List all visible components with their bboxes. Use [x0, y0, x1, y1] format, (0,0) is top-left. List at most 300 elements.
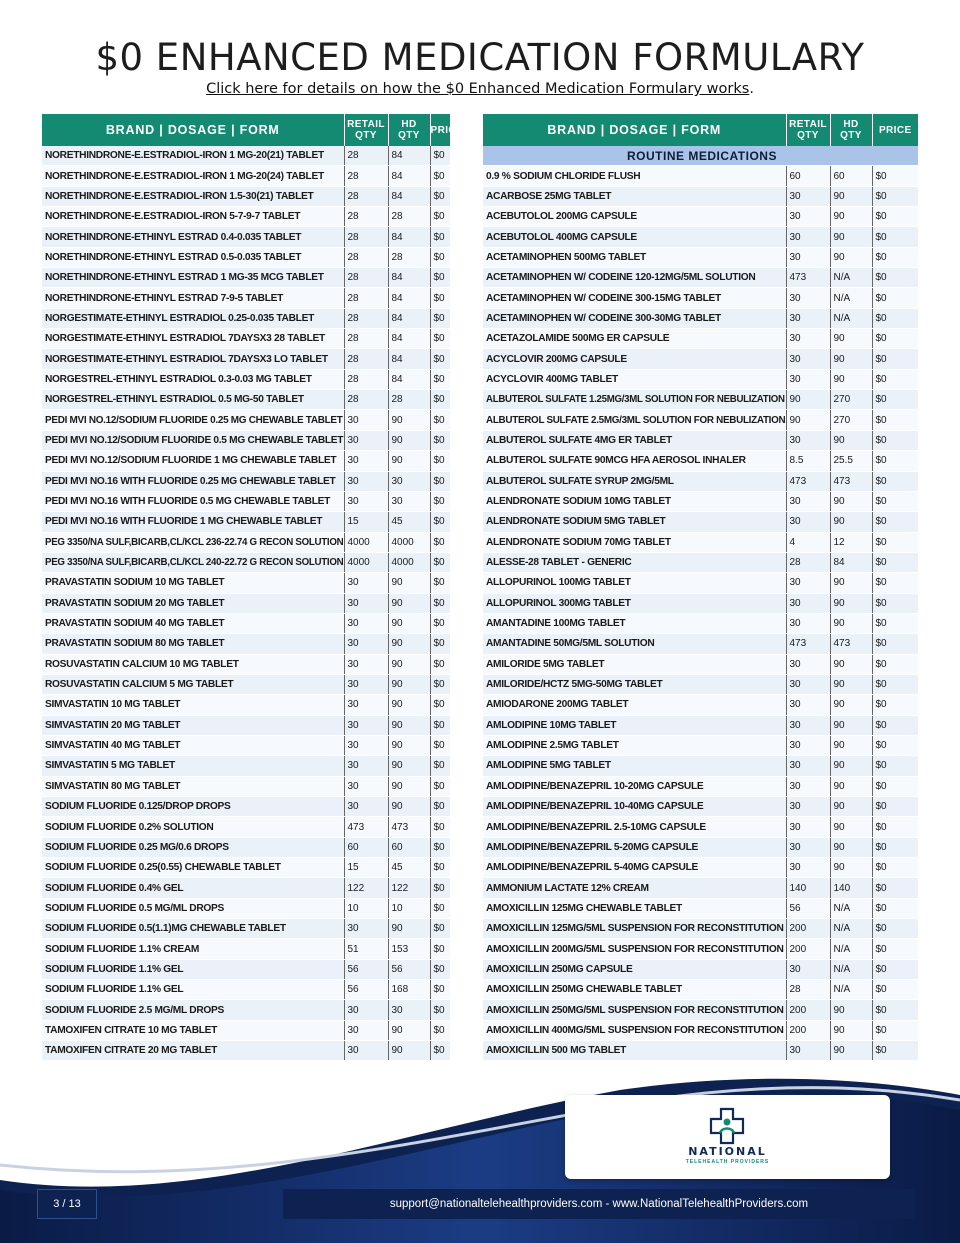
page-number: 3 / 13 [37, 1189, 97, 1219]
price: $0 [872, 552, 918, 572]
retail-qty: 122 [344, 878, 388, 898]
price: $0 [872, 349, 918, 369]
retail-qty: 51 [344, 939, 388, 959]
medication-name: ACETAMINOPHEN 500MG TABLET [483, 247, 786, 267]
hd-qty: 30 [388, 471, 430, 491]
hd-qty: 270 [830, 410, 872, 430]
retail-qty: 30 [344, 634, 388, 654]
price: $0 [430, 919, 450, 939]
medication-name: ALLOPURINOL 300MG TABLET [483, 593, 786, 613]
medication-name: NORGESTIMATE-ETHINYL ESTRADIOL 0.25-0.035 TABLET [42, 308, 344, 328]
table-row [42, 776, 450, 796]
medication-name: ALBUTEROL SULFATE 90MCG HFA AEROSOL INHALER [483, 451, 786, 471]
medication-name: AMOXICILLIN 125MG/5ML SUSPENSION FOR RECONSTITUTION [483, 919, 786, 939]
price: $0 [872, 959, 918, 979]
table-row [483, 817, 918, 837]
price: $0 [872, 573, 918, 593]
retail-qty: 30 [786, 308, 830, 328]
medication-name: AMLODIPINE/BENAZEPRIL 2.5-10MG CAPSULE [483, 817, 786, 837]
table-row [483, 756, 918, 776]
logo-name: NATIONAL [688, 1145, 767, 1158]
table-row [483, 227, 918, 247]
table-row [483, 410, 918, 430]
hd-qty: 84 [388, 166, 430, 186]
retail-qty: 473 [786, 268, 830, 288]
header-retail-qty: RETAIL QTY [786, 114, 830, 146]
hd-qty: 90 [830, 1000, 872, 1020]
hd-qty: 90 [830, 797, 872, 817]
hd-qty: 90 [830, 735, 872, 755]
hd-qty: 28 [388, 247, 430, 267]
table-row [483, 512, 918, 532]
hd-qty: N/A [830, 939, 872, 959]
hd-qty: 90 [388, 1020, 430, 1040]
retail-qty: 30 [786, 776, 830, 796]
table-body-left [42, 146, 450, 1061]
retail-qty: 15 [344, 858, 388, 878]
table-row [483, 919, 918, 939]
hd-qty: N/A [830, 898, 872, 918]
table-row [42, 451, 450, 471]
retail-qty: 200 [786, 919, 830, 939]
hd-qty: 84 [388, 146, 430, 166]
retail-qty: 28 [786, 552, 830, 572]
retail-qty: 30 [786, 613, 830, 633]
support-email-link[interactable]: support@nationaltelehealthproviders.com [389, 1198, 603, 1210]
hd-qty: N/A [830, 959, 872, 979]
hd-qty: 12 [830, 532, 872, 552]
medication-name: AMANTADINE 100MG TABLET [483, 613, 786, 633]
table-row [42, 817, 450, 837]
retail-qty: 60 [344, 837, 388, 857]
hd-qty: 90 [830, 776, 872, 796]
hd-qty: 56 [388, 959, 430, 979]
retail-qty: 30 [344, 715, 388, 735]
medication-name: PEDI MVI NO.12/SODIUM FLUORIDE 0.5 MG CHEWABLE TABLET [42, 430, 344, 450]
table-row [483, 268, 918, 288]
price: $0 [430, 695, 450, 715]
table-row [42, 919, 450, 939]
formulary-table-right [483, 114, 918, 1061]
price: $0 [872, 613, 918, 633]
medication-name: NORETHINDRONE-ETHINYL ESTRAD 0.5-0.035 TABLET [42, 247, 344, 267]
table-row [42, 471, 450, 491]
table-row [483, 532, 918, 552]
table-row [42, 268, 450, 288]
medication-name: AMOXICILLIN 200MG/5ML SUSPENSION FOR RECONSTITUTION [483, 939, 786, 959]
price: $0 [430, 430, 450, 450]
retail-qty: 30 [786, 837, 830, 857]
table-row [42, 349, 450, 369]
hd-qty: 90 [830, 491, 872, 511]
price: $0 [872, 1041, 918, 1061]
medication-name: PEDI MVI NO.16 WITH FLUORIDE 0.25 MG CHEWABLE TABLET [42, 471, 344, 491]
hd-qty: 90 [388, 593, 430, 613]
table-row [42, 186, 450, 206]
retail-qty: 30 [786, 797, 830, 817]
table-row [483, 654, 918, 674]
retail-qty: 30 [786, 430, 830, 450]
price: $0 [872, 837, 918, 857]
hd-qty: 25.5 [830, 451, 872, 471]
hd-qty: 90 [830, 613, 872, 633]
hd-qty: 90 [830, 715, 872, 735]
medication-name: ACEBUTOLOL 400MG CAPSULE [483, 227, 786, 247]
price: $0 [430, 1020, 450, 1040]
retail-qty: 30 [344, 735, 388, 755]
price: $0 [430, 166, 450, 186]
hd-qty: 90 [830, 247, 872, 267]
hd-qty: 30 [388, 1000, 430, 1020]
formulary-details-link[interactable]: Click here for details on how the $0 Enhanced Medication Formulary works [206, 81, 750, 97]
medication-name: TAMOXIFEN CITRATE 10 MG TABLET [42, 1020, 344, 1040]
hd-qty: 84 [830, 552, 872, 572]
retail-qty: 30 [786, 349, 830, 369]
hd-qty: 90 [388, 735, 430, 755]
price: $0 [430, 654, 450, 674]
logo-tagline: TELEHEALTH PROVIDERS [685, 1159, 770, 1165]
table-row [42, 959, 450, 979]
medication-name: NORGESTREL-ETHINYL ESTRADIOL 0.3-0.03 MG TABLET [42, 369, 344, 389]
table-row [42, 980, 450, 1000]
price: $0 [430, 858, 450, 878]
hd-qty: 90 [388, 756, 430, 776]
table-row [483, 430, 918, 450]
hd-qty: 90 [830, 227, 872, 247]
hd-qty: 60 [830, 166, 872, 186]
retail-qty: 60 [786, 166, 830, 186]
table-row [483, 939, 918, 959]
retail-qty: 90 [786, 410, 830, 430]
medication-name: PEG 3350/NA SULF,BICARB,CL/KCL 236-22.74 G RECON SOLUTION [42, 532, 344, 552]
table-row [483, 491, 918, 511]
price: $0 [872, 268, 918, 288]
medication-name: AMLODIPINE/BENAZEPRIL 5-40MG CAPSULE [483, 858, 786, 878]
price: $0 [872, 634, 918, 654]
medication-name: ALLOPURINOL 100MG TABLET [483, 573, 786, 593]
price: $0 [872, 898, 918, 918]
medication-name: ALBUTEROL SULFATE 2.5MG/3ML SOLUTION FOR NEBULIZATION [483, 410, 786, 430]
price: $0 [430, 898, 450, 918]
retail-qty: 30 [344, 573, 388, 593]
table-row [42, 247, 450, 267]
hd-qty: 45 [388, 858, 430, 878]
retail-qty: 28 [344, 390, 388, 410]
retail-qty: 30 [786, 247, 830, 267]
table-row [483, 613, 918, 633]
table-row [42, 735, 450, 755]
table-row [483, 980, 918, 1000]
price: $0 [872, 939, 918, 959]
hd-qty: 90 [388, 776, 430, 796]
hd-qty: 90 [388, 674, 430, 694]
table-row [42, 756, 450, 776]
table-row [42, 227, 450, 247]
hd-qty: 30 [388, 491, 430, 511]
hd-qty: N/A [830, 919, 872, 939]
table-row [42, 695, 450, 715]
medication-name: ACARBOSE 25MG TABLET [483, 186, 786, 206]
retail-qty: 4000 [344, 532, 388, 552]
hd-qty: 90 [830, 817, 872, 837]
hd-qty: 10 [388, 898, 430, 918]
medication-name: ALENDRONATE SODIUM 10MG TABLET [483, 491, 786, 511]
medication-name: AMOXICILLIN 250MG CHEWABLE TABLET [483, 980, 786, 1000]
table-row [483, 207, 918, 227]
medication-name: AMLODIPINE/BENAZEPRIL 10-40MG CAPSULE [483, 797, 786, 817]
hd-qty: 90 [388, 654, 430, 674]
medication-name: SIMVASTATIN 40 MG TABLET [42, 735, 344, 755]
medication-name: SIMVASTATIN 5 MG TABLET [42, 756, 344, 776]
retail-qty: 30 [786, 227, 830, 247]
price: $0 [872, 797, 918, 817]
medication-name: NORETHINDRONE-E.ESTRADIOL-IRON 1 MG-20(24) TABLET [42, 166, 344, 186]
hd-qty: 90 [388, 1041, 430, 1061]
retail-qty: 30 [786, 491, 830, 511]
price: $0 [430, 878, 450, 898]
hd-qty: 90 [830, 858, 872, 878]
retail-qty: 473 [344, 817, 388, 837]
price: $0 [430, 837, 450, 857]
header-hd-qty: HD QTY [830, 114, 872, 146]
table-row [42, 613, 450, 633]
table-row [483, 1000, 918, 1020]
medication-name: SODIUM FLUORIDE 1.1% GEL [42, 959, 344, 979]
medication-name: PEDI MVI NO.12/SODIUM FLUORIDE 1 MG CHEWABLE TABLET [42, 451, 344, 471]
hd-qty: 84 [388, 369, 430, 389]
contact-separator: - [602, 1198, 613, 1210]
price: $0 [872, 247, 918, 267]
hd-qty: 4000 [388, 532, 430, 552]
retail-qty: 200 [786, 1000, 830, 1020]
medication-name: ROSUVASTATIN CALCIUM 10 MG TABLET [42, 654, 344, 674]
retail-qty: 30 [786, 756, 830, 776]
table-row [483, 878, 918, 898]
table-row [483, 735, 918, 755]
medication-name: ACETAZOLAMIDE 500MG ER CAPSULE [483, 329, 786, 349]
table-row [483, 715, 918, 735]
retail-qty: 28 [344, 227, 388, 247]
price: $0 [430, 186, 450, 206]
table-row [483, 390, 918, 410]
table-row [42, 329, 450, 349]
hd-qty: 90 [830, 756, 872, 776]
hd-qty: 84 [388, 329, 430, 349]
retail-qty: 30 [344, 674, 388, 694]
retail-qty: 30 [786, 512, 830, 532]
header-brand: BRAND | DOSAGE | FORM [42, 114, 344, 146]
retail-qty: 30 [344, 491, 388, 511]
hd-qty: 84 [388, 227, 430, 247]
retail-qty: 473 [786, 634, 830, 654]
medication-name: PEG 3350/NA SULF,BICARB,CL/KCL 240-22.72 G RECON SOLUTION [42, 552, 344, 572]
retail-qty: 30 [344, 654, 388, 674]
price: $0 [430, 613, 450, 633]
price: $0 [872, 858, 918, 878]
price: $0 [872, 1020, 918, 1040]
table-row [42, 288, 450, 308]
price: $0 [872, 695, 918, 715]
medication-name: AMLODIPINE 5MG TABLET [483, 756, 786, 776]
hd-qty: 90 [388, 797, 430, 817]
price: $0 [872, 1000, 918, 1020]
table-row [483, 247, 918, 267]
price: $0 [430, 593, 450, 613]
table-row [483, 288, 918, 308]
hd-qty: 90 [388, 613, 430, 633]
price: $0 [430, 715, 450, 735]
table-row [483, 329, 918, 349]
table-body-right [483, 146, 918, 1061]
retail-qty: 200 [786, 939, 830, 959]
medication-name: NORGESTREL-ETHINYL ESTRADIOL 0.5 MG-50 TABLET [42, 390, 344, 410]
retail-qty: 28 [786, 980, 830, 1000]
retail-qty: 30 [344, 1000, 388, 1020]
medication-name: ACETAMINOPHEN W/ CODEINE 300-30MG TABLET [483, 308, 786, 328]
table-row [483, 634, 918, 654]
price: $0 [430, 329, 450, 349]
price: $0 [872, 451, 918, 471]
hd-qty: 60 [388, 837, 430, 857]
table-row [42, 674, 450, 694]
section-row [483, 146, 918, 166]
retail-qty: 90 [786, 390, 830, 410]
hd-qty: N/A [830, 980, 872, 1000]
logo-card [565, 1095, 890, 1179]
price: $0 [430, 369, 450, 389]
medication-name: SODIUM FLUORIDE 2.5 MG/ML DROPS [42, 1000, 344, 1020]
price: $0 [430, 735, 450, 755]
price: $0 [872, 369, 918, 389]
hd-qty: 84 [388, 349, 430, 369]
table-row [42, 491, 450, 511]
website-link[interactable]: www.NationalTelehealthProviders.com [612, 1198, 809, 1210]
medication-name: ALESSE-28 TABLET - GENERIC [483, 552, 786, 572]
retail-qty: 30 [344, 919, 388, 939]
price: $0 [872, 776, 918, 796]
medication-name: NORETHINDRONE-ETHINYL ESTRAD 7-9-5 TABLET [42, 288, 344, 308]
price: $0 [430, 451, 450, 471]
table-row [42, 573, 450, 593]
retail-qty: 28 [344, 146, 388, 166]
hd-qty: 28 [388, 207, 430, 227]
medication-name: SODIUM FLUORIDE 0.4% GEL [42, 878, 344, 898]
retail-qty: 30 [786, 573, 830, 593]
price: $0 [872, 329, 918, 349]
medication-name: PRAVASTATIN SODIUM 20 MG TABLET [42, 593, 344, 613]
price: $0 [872, 674, 918, 694]
medication-name: AMLODIPINE/BENAZEPRIL 10-20MG CAPSULE [483, 776, 786, 796]
retail-qty: 28 [344, 166, 388, 186]
price: $0 [430, 288, 450, 308]
retail-qty: 30 [344, 1020, 388, 1040]
medication-name: SIMVASTATIN 10 MG TABLET [42, 695, 344, 715]
price: $0 [430, 471, 450, 491]
hd-qty: 90 [388, 634, 430, 654]
medication-name: ACETAMINOPHEN W/ CODEINE 120-12MG/5ML SOLUTION [483, 268, 786, 288]
price: $0 [430, 756, 450, 776]
medication-name: NORETHINDRONE-ETHINYL ESTRAD 0.4-0.035 TABLET [42, 227, 344, 247]
table-row [483, 573, 918, 593]
table-row [42, 532, 450, 552]
retail-qty: 15 [344, 512, 388, 532]
retail-qty: 30 [344, 471, 388, 491]
price: $0 [430, 512, 450, 532]
retail-qty: 30 [344, 451, 388, 471]
medication-name: SODIUM FLUORIDE 0.25 MG/0.6 DROPS [42, 837, 344, 857]
retail-qty: 30 [786, 858, 830, 878]
table-row [42, 369, 450, 389]
price: $0 [872, 756, 918, 776]
table-row [483, 837, 918, 857]
medication-name: AMILORIDE 5MG TABLET [483, 654, 786, 674]
medication-name: NORGESTIMATE-ETHINYL ESTRADIOL 7DAYSX3 LO TABLET [42, 349, 344, 369]
retail-qty: 30 [786, 959, 830, 979]
header-price: PRICE [430, 114, 450, 146]
retail-qty: 10 [344, 898, 388, 918]
retail-qty: 30 [786, 207, 830, 227]
table-row [42, 939, 450, 959]
medical-cross-person-icon [708, 1107, 746, 1145]
price: $0 [430, 817, 450, 837]
table-row [42, 654, 450, 674]
retail-qty: 30 [786, 329, 830, 349]
subtitle [0, 81, 960, 97]
price: $0 [872, 308, 918, 328]
price: $0 [430, 939, 450, 959]
table-row [483, 349, 918, 369]
hd-qty: 90 [830, 329, 872, 349]
price: $0 [430, 491, 450, 511]
hd-qty: 90 [830, 573, 872, 593]
hd-qty: 84 [388, 268, 430, 288]
hd-qty: 90 [388, 715, 430, 735]
price: $0 [872, 166, 918, 186]
retail-qty: 30 [786, 369, 830, 389]
hd-qty: 168 [388, 980, 430, 1000]
hd-qty: 90 [830, 207, 872, 227]
retail-qty: 30 [344, 430, 388, 450]
medication-name: SODIUM FLUORIDE 0.5(1.1)MG CHEWABLE TABLET [42, 919, 344, 939]
price: $0 [872, 532, 918, 552]
medication-name: ALBUTEROL SULFATE 1.25MG/3ML SOLUTION FOR NEBULIZATION [483, 390, 786, 410]
table-row [483, 898, 918, 918]
medication-name: SODIUM FLUORIDE 1.1% CREAM [42, 939, 344, 959]
price: $0 [430, 146, 450, 166]
price: $0 [430, 1041, 450, 1061]
retail-qty: 30 [786, 817, 830, 837]
hd-qty: 90 [830, 430, 872, 450]
price: $0 [430, 634, 450, 654]
table-row [42, 1041, 450, 1061]
table-row [483, 186, 918, 206]
retail-qty: 56 [344, 959, 388, 979]
table-row [42, 512, 450, 532]
price: $0 [430, 1000, 450, 1020]
medication-name: ROSUVASTATIN CALCIUM 5 MG TABLET [42, 674, 344, 694]
table-row [483, 858, 918, 878]
retail-qty: 200 [786, 1020, 830, 1040]
retail-qty: 30 [786, 288, 830, 308]
price: $0 [872, 491, 918, 511]
hd-qty: 90 [830, 593, 872, 613]
formulary-table-left [42, 114, 464, 1061]
medication-name: SODIUM FLUORIDE 0.125/DROP DROPS [42, 797, 344, 817]
table-row [42, 878, 450, 898]
hd-qty: 153 [388, 939, 430, 959]
retail-qty: 30 [786, 674, 830, 694]
header-brand: BRAND | DOSAGE | FORM [483, 114, 786, 146]
